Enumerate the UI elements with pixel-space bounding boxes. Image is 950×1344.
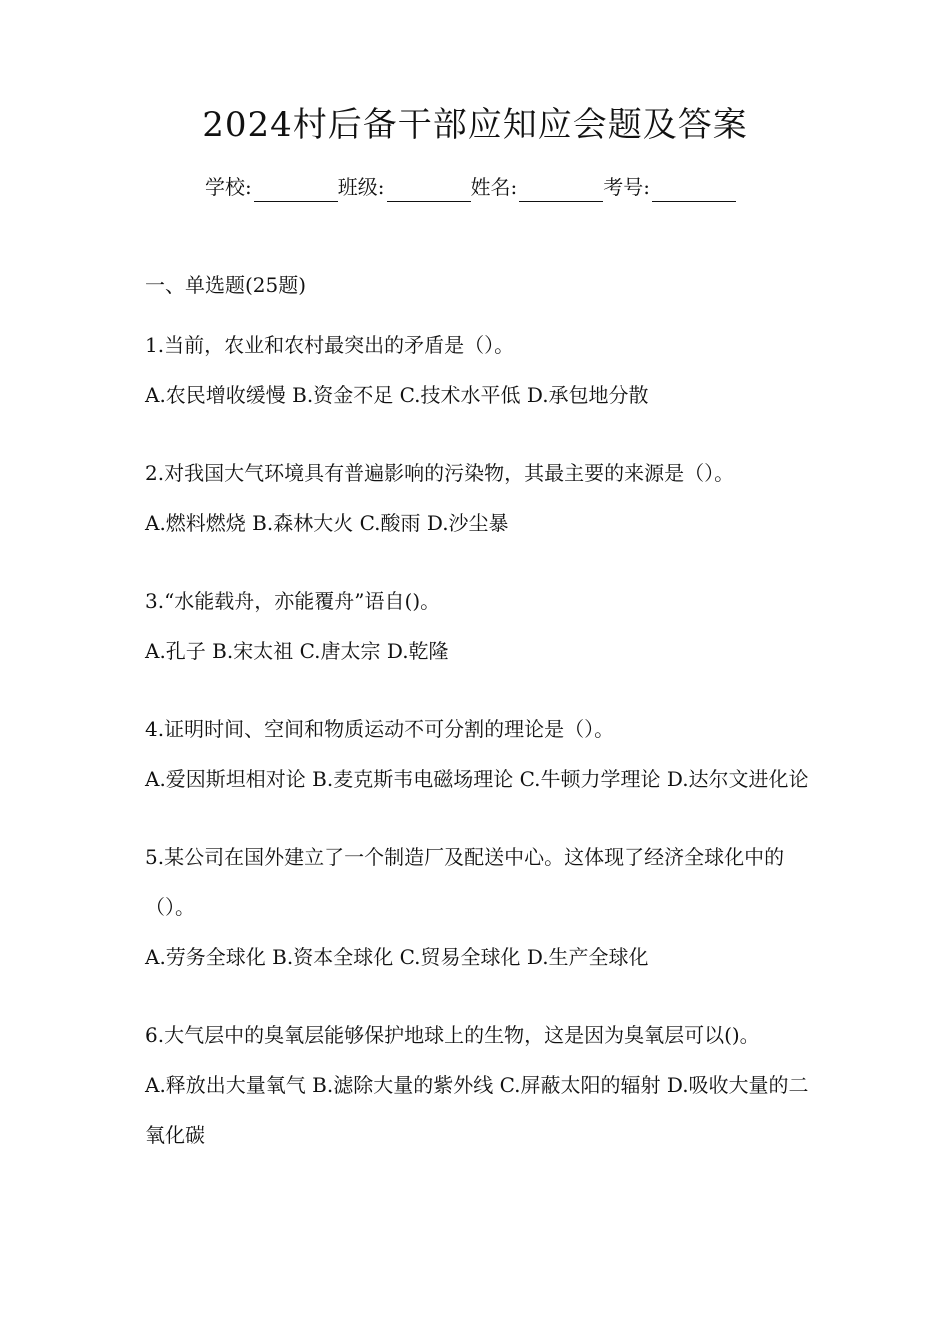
- class-field: [338, 172, 471, 202]
- question-item: [145, 832, 815, 982]
- school-label: 学校:: [205, 175, 252, 199]
- question-options: A.释放出大量氧气 B.滤除大量的紫外线 C.屏蔽太阳的辐射 D.吸收大量的二氧化碳: [145, 1073, 809, 1147]
- name-label: 姓名:: [470, 175, 518, 199]
- question-item: [145, 704, 815, 804]
- question-text: 1.当前，农业和农村最突出的矛盾是（）。: [145, 333, 515, 357]
- number-field: [603, 172, 736, 202]
- number-blank: [652, 177, 736, 202]
- question-options: A.爱因斯坦相对论 B.麦克斯韦电磁场理论 C.牛顿力学理论 D.达尔文进化论: [145, 767, 809, 791]
- section-heading: 一、单选题(25题): [145, 273, 307, 297]
- school-field: [205, 172, 338, 202]
- question-item: [145, 448, 815, 548]
- question-text: 3.“水能载舟，亦能覆舟”语自()。: [145, 589, 441, 613]
- question-text: 4.证明时间、空间和物质运动不可分割的理论是（）。: [145, 717, 615, 741]
- school-blank: [254, 177, 338, 202]
- class-label: 班级:: [337, 175, 385, 199]
- question-options: A.燃料燃烧 B.森林大火 C.酸雨 D.沙尘暴: [145, 511, 509, 535]
- question-text: 6.大气层中的臭氧层能够保护地球上的生物，这是因为臭氧层可以()。: [145, 1023, 760, 1047]
- question-item: [145, 1010, 815, 1160]
- document-body: [145, 270, 815, 1188]
- question-text: 2.对我国大气环境具有普遍影响的污染物，其最主要的来源是（）。: [145, 461, 735, 485]
- question-options: A.农民增收缓慢 B.资金不足 C.技术水平低 D.承包地分散: [145, 383, 649, 407]
- question-text: 5.某公司在国外建立了一个制造厂及配送中心。这体现了经济全球化中的（）。: [145, 845, 785, 919]
- document-title: 2024村后备干部应知应会题及答案: [202, 105, 748, 145]
- question-options: A.孔子 B.宋太祖 C.唐太宗 D.乾隆: [145, 639, 449, 663]
- name-blank: [519, 177, 603, 202]
- student-info-line: [205, 172, 736, 202]
- question-item: [145, 576, 815, 676]
- name-field: [471, 172, 604, 202]
- question-item: [145, 320, 815, 420]
- class-blank: [387, 177, 471, 202]
- number-label: 考号:: [603, 175, 650, 199]
- question-options: A.劳务全球化 B.资本全球化 C.贸易全球化 D.生产全球化: [145, 945, 649, 969]
